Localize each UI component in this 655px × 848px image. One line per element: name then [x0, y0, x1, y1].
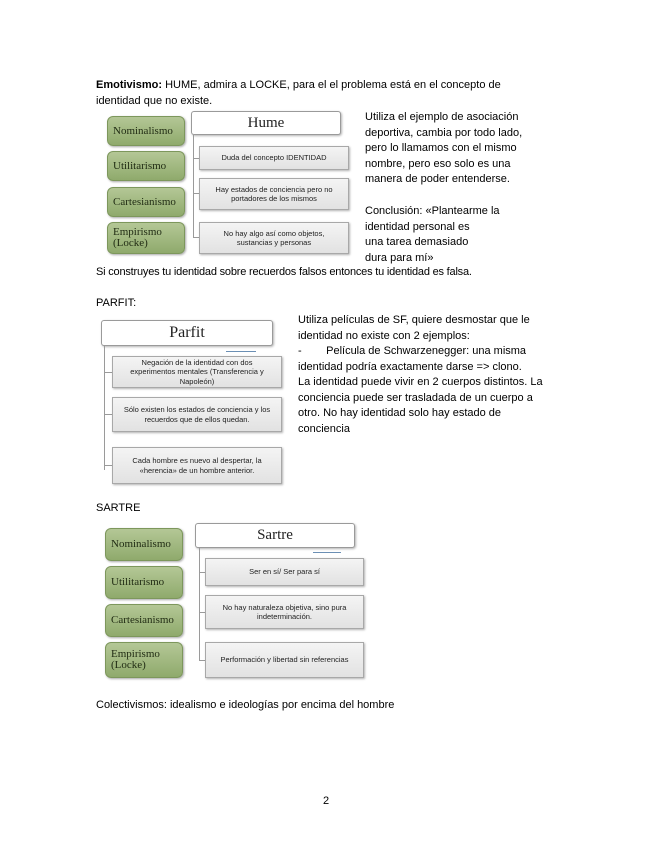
- label-cartesianismo: Cartesianismo: [105, 604, 183, 637]
- label-utilitarismo: Utilitarismo: [107, 151, 185, 181]
- label-nominalismo: Nominalismo: [107, 116, 185, 146]
- emotivismo-label: Emotivismo:: [96, 79, 163, 91]
- hume-box-3: No hay algo así como objetos, sustancias y personas: [199, 222, 349, 254]
- hume-side-text: Utiliza el ejemplo de asociación deportiva, cambia por todo lado, pero lo llamamos con el mismo nombre, pero eso solo es una manera de poder entenderse.: [365, 111, 523, 185]
- sartre-box-3: Performación y libertad sin referencias: [205, 642, 364, 678]
- sartre-heading: SARTRE: [96, 502, 141, 514]
- parfit-side-text: Utiliza películas de SF, quiere desmostar que le identidad no existe con 2 ejemplos: - Película de Schwarzenegger: una misma identidad podría exactamente darse => clono. La identidad puede vivir en 2 cuerpos distintos. La conciencia puede ser trasladada de un cuerpo a otro. No hay identidad solo hay estado de conciencia: [298, 314, 543, 435]
- parfit-connector: [104, 346, 105, 470]
- parfit-header-box: Parfit: [101, 320, 273, 346]
- hume-box-2: Hay estados de conciencia pero no portadores de los mismos: [199, 178, 349, 210]
- hume-conclusion: Conclusión: «Plantearme la identidad personal es una tarea demasiado dura para mí»: [365, 205, 500, 264]
- hume-footer-line: Si construyes tu identidad sobre recuerdos falsos entonces tu identidad es falsa.: [96, 266, 472, 278]
- sartre-connector: [199, 548, 200, 660]
- hume-intro-line1: HUME, admira a LOCKE, para el el problema está en el concepto de: [162, 79, 501, 91]
- parfit-box-2: Sólo existen los estados de conciencia y los recuerdos que de ellos quedan.: [112, 397, 282, 432]
- parfit-heading: PARFIT:: [96, 297, 137, 309]
- parfit-box-3: Cada hombre es nuevo al despertar, la «herencia» de un hombre anterior.: [112, 447, 282, 484]
- label-cartesianismo: Cartesianismo: [107, 187, 185, 217]
- closing-line: Colectivismos: idealismo e ideologías por encima del hombre: [96, 699, 395, 711]
- sartre-box-1: Ser en sí/ Ser para sí: [205, 558, 364, 586]
- label-empirismo: Empirismo (Locke): [107, 222, 185, 254]
- page-number: 2: [323, 795, 330, 807]
- sartre-header-box: Sartre: [195, 523, 355, 548]
- label-utilitarismo: Utilitarismo: [105, 566, 183, 599]
- hume-intro-line2: identidad que no existe.: [96, 94, 213, 107]
- label-nominalismo: Nominalismo: [105, 528, 183, 561]
- hume-box-1: Duda del concepto IDENTIDAD: [199, 146, 349, 170]
- hume-header-box: Hume: [191, 111, 341, 135]
- hume-connector: [193, 135, 194, 238]
- hume-intro: [96, 78, 556, 109]
- parfit-box-1: Negación de la identidad con dos experimentos mentales (Transferencia y Napoleón): [112, 356, 282, 388]
- label-empirismo: Empirismo (Locke): [105, 642, 183, 678]
- sartre-box-2: No hay naturaleza objetiva, sino pura indeterminación.: [205, 595, 364, 629]
